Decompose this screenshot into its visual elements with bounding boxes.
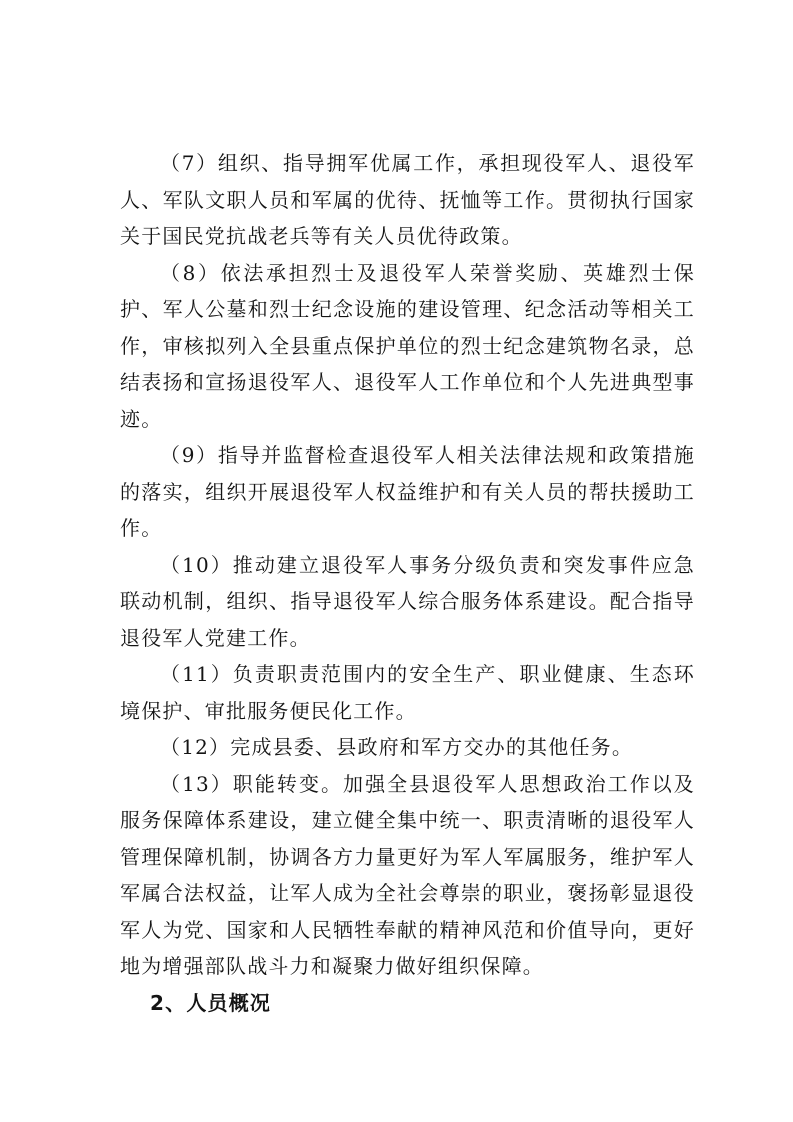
paragraph-item-13: （13）职能转变。加强全县退役军人思想政治工作以及服务保障体系建设，建立健全集中统一、职责清晰的退役军人管理保障机制，协调各方力量更好为军人军属服务，维护军人军属合法权益，让军人成为全社会尊崇的职业，褒扬彰显退役军人为党、国家和人民牺牲奉献的精神风范和价值导向，更好地为增强部队战斗力和凝聚力做好组织保障。 [120,771,695,978]
document-body [120,145,695,1021]
section-heading: 2、人员概况 [150,990,272,1015]
paragraph-item-8: （8）依法承担烈士及退役军人荣誉奖励、英雄烈士保护、军人公墓和烈士纪念设施的建设管理、纪念活动等相关工作，审核拟列入全县重点保护单位的烈士纪念建筑物名录，总结表扬和宣扬退役军人、退役军人工作单位和个人先进典型事迹。 [120,260,695,431]
paragraph-item-11: （11）负责职责范围内的安全生产、职业健康、生态环境保护、审批服务便民化工作。 [120,662,695,723]
paragraph-item-10: （10）推动建立退役军人事务分级负责和突发事件应急联动机制，组织、指导退役军人综合服务体系建设。配合指导退役军人党建工作。 [120,552,695,650]
paragraph-item-12: （12）完成县委、县政府和军方交办的其他任务。 [160,735,634,759]
paragraph-item-9: （9）指导并监督检查退役军人相关法律法规和政策措施的落实，组织开展退役军人权益维护和有关人员的帮扶援助工作。 [120,443,695,540]
paragraph-item-7: （7）组织、指导拥军优属工作，承担现役军人、退役军人、军队文职人员和军属的优待、抚恤等工作。贯彻执行国家关于国民党抗战老兵等有关人员优待政策。 [120,151,695,248]
